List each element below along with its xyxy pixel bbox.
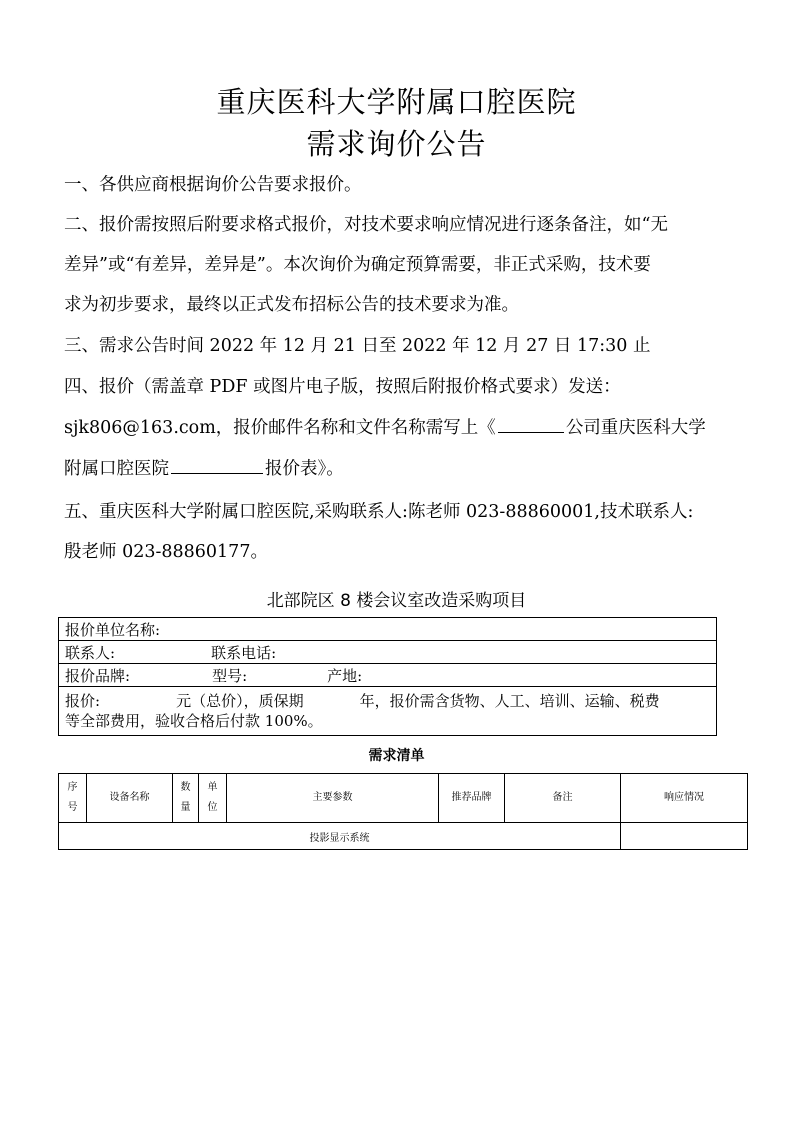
section-row-label: 投影显示系统 <box>59 823 621 850</box>
notice-item-2-line-2: 差异”或“有差异，差异是”。本次询价为确定预算需要，非正式采购，技术要 <box>64 255 651 275</box>
phone-label: 联系电话: <box>211 643 277 662</box>
price-label: 报价: <box>65 692 101 710</box>
requirements-title: 需求清单 <box>368 748 425 764</box>
header-quantity-part-2: 量 <box>180 802 191 813</box>
project-blank <box>171 457 263 474</box>
project-title: 北部院区 8 楼会议室改造采购项目 <box>266 591 527 611</box>
contact-cell <box>59 641 717 664</box>
header-unit <box>199 774 227 823</box>
email-text: sjk806@163.com，报价邮件名称和文件名称需写上《 <box>64 418 496 438</box>
header-recommended-brand: 推荐品牌 <box>439 774 505 823</box>
notice-item-5-line-1: 五、重庆医科大学附属口腔医院,采购联系人:陈老师 023-88860001,技术联系人: <box>64 502 694 522</box>
notice-item-4-line-3-end: 报价表》。 <box>265 459 344 479</box>
header-unit-part-2: 位 <box>207 802 218 813</box>
warranty-text: 元（总价），质保期 <box>176 692 304 710</box>
section-row <box>59 823 748 850</box>
notice-item-5-line-2: 殷老师 023-88860177。 <box>64 542 268 562</box>
requirements-header-row <box>59 774 748 823</box>
notice-item-3: 三、需求公告时间 2022 年 12 月 21 日至 2022 年 12 月 27 日 17:30 止 <box>64 336 651 356</box>
price-includes-text: 年，报价需含货物、人工、培训、运输、税费 <box>359 692 660 710</box>
model-label: 型号: <box>212 666 248 685</box>
notice-item-4-line-3 <box>64 450 734 488</box>
header-remark: 备注 <box>505 774 621 823</box>
origin-label: 产地: <box>327 666 363 685</box>
header-quantity <box>173 774 199 823</box>
notice-item-4-line-1: 四、报价（需盖章 PDF 或图片电子版，按照后附报价格式要求）发送： <box>64 377 621 397</box>
header-unit-part-1: 单 <box>207 782 218 793</box>
notice-item-2-line-1: 二、报价需按照后附要求格式报价，对技术要求响应情况进行逐条备注，如“无 <box>64 215 668 235</box>
price-cell <box>59 687 717 736</box>
section-row-response <box>621 823 748 850</box>
header-seq-part-1: 序 <box>67 782 78 793</box>
header-device-name: 设备名称 <box>87 774 173 823</box>
notice-item-4-line-2-end: 公司重庆医科大学 <box>565 418 706 438</box>
unit-name-label: 报价单位名称: <box>65 620 161 639</box>
contact-label: 联系人: <box>65 643 116 662</box>
header-response: 响应情况 <box>621 774 748 823</box>
payment-terms-text: 等全部费用，验收合格后付款 100%。 <box>65 712 323 730</box>
header-seq-part-2: 号 <box>67 802 78 813</box>
header-seq <box>59 774 87 823</box>
brand-label: 报价品牌: <box>65 666 131 685</box>
unit-name-cell <box>59 618 717 641</box>
requirements-table <box>58 773 748 850</box>
notice-item-2-line-3: 求为初步要求，最终以正式发布招标公告的技术要求为准。 <box>64 295 519 315</box>
header-main-params: 主要参数 <box>227 774 439 823</box>
hospital-title: 重庆医科大学附属口腔医院 <box>216 85 577 119</box>
brand-cell <box>59 664 717 687</box>
header-quantity-part-1: 数 <box>180 782 191 793</box>
notice-item-4-line-3-start: 附属口腔医院 <box>64 459 169 479</box>
company-blank <box>498 416 564 433</box>
notice-item-1: 一、各供应商根据询价公告要求报价。 <box>64 175 362 195</box>
notice-title: 需求询价公告 <box>306 127 487 161</box>
notice-item-4-line-2 <box>64 409 734 447</box>
quote-form-table <box>58 617 717 736</box>
